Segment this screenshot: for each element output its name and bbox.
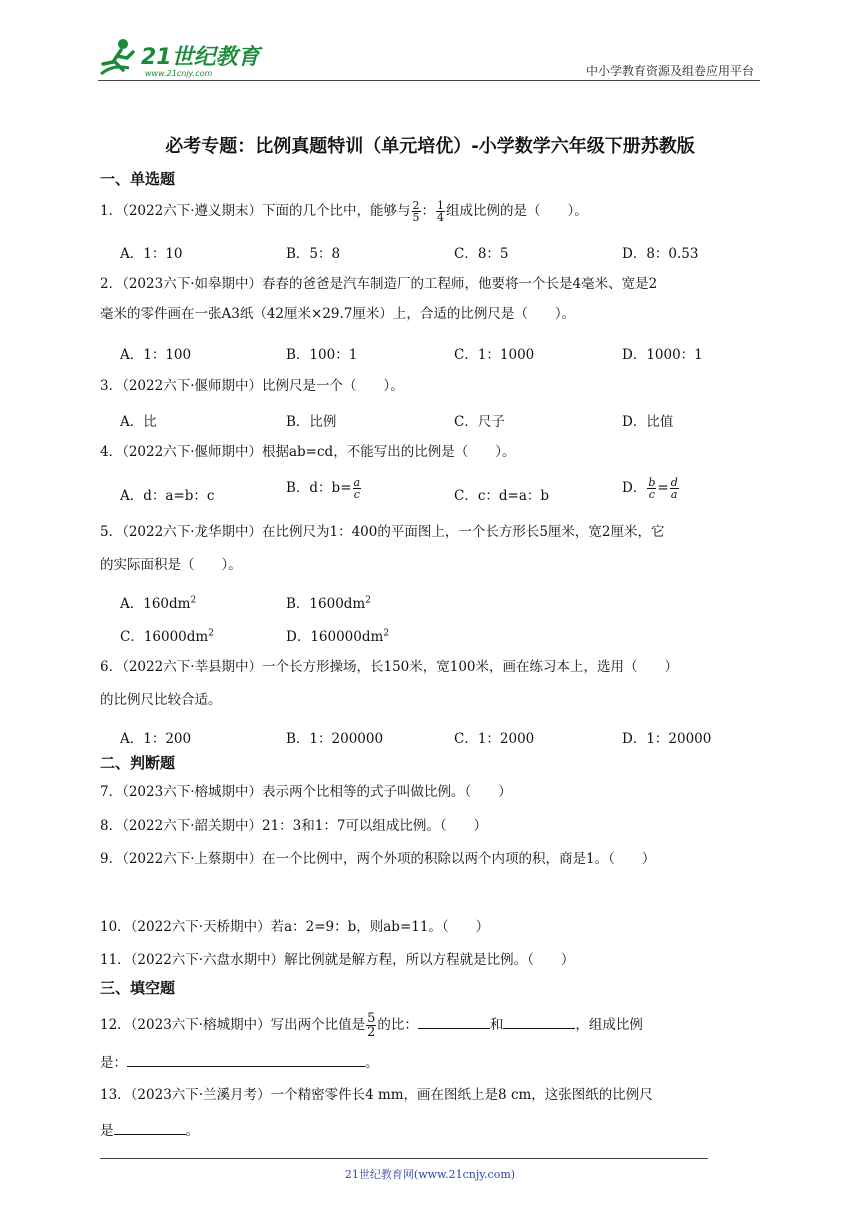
footer-link[interactable]: 21世纪教育网(www.21cnjy.com)	[344, 1168, 516, 1181]
q4-option-b: B．d：b= $\frac{a}{c}$	[286, 476, 361, 501]
q5-option-b: B．$1600dm^2$	[286, 595, 371, 612]
question-6: 6．（2022六下·莘县期中）一个长方形操场，长150米，宽100米，画在练习本上，选用（ ） 的比例尺比较合适。	[100, 659, 679, 708]
question-13-line2: 是 。	[100, 1120, 762, 1141]
section-heading-fill-blank: 三、填空题	[100, 979, 176, 997]
q4-option-a: A．d：a=b：c	[120, 488, 215, 504]
q6-option-d: D．1：20000	[622, 731, 712, 747]
q1-option-b: B．5：8	[286, 246, 341, 262]
q3-option-a: A．比	[120, 414, 157, 430]
q3-option-c: C．尺子	[454, 414, 505, 430]
question-11: 11．（2022六下·六盘水期中）解比例就是解方程，所以方程就是比例。（ ）	[100, 952, 575, 968]
section-heading-single-choice: 一、单选题	[100, 170, 176, 188]
q3-option-b: B．比例	[286, 414, 337, 430]
answer-blank[interactable]	[127, 1052, 365, 1067]
header-divider	[98, 80, 760, 81]
q4-option-d: D． $\frac{b}{c}$ = $\frac{d}{a}$	[622, 476, 678, 501]
q5-option-a: A．$160dm^2$	[120, 595, 197, 612]
question-3: 3．（2022六下·偃师期中）比例尺是一个（ ）。	[100, 378, 404, 394]
q5-option-d: D．$160000dm^2$	[286, 628, 390, 645]
platform-label: 中小学教育资源及组卷应用平台	[585, 64, 754, 78]
question-2: 2．（2023六下·如皋期中）春春的爸爸是汽车制造厂的工程师，他要将一个长是4毫米、宽是2 毫米的零件画在一张A3纸（42厘米×29.7厘米）上，合适的比例尺是（ ）。	[100, 276, 658, 322]
q3-option-d: D．比值	[622, 414, 674, 430]
q2-option-b: B．100：1	[286, 347, 358, 363]
question-8: 8．（2022六下·韶关期中）21：3和1：7可以组成比例。（ ）	[100, 818, 488, 834]
answer-blank[interactable]	[503, 1014, 575, 1029]
site-logo	[93, 34, 263, 82]
q1-option-c: C．8：5	[454, 246, 509, 262]
question-13: 13．（2023六下·兰溪月考）一个精密零件长4 mm，画在图纸上是8 cm，这张图纸的比例尺	[100, 1087, 653, 1103]
question-4: 4．（2022六下·偃师期中）根据ab=cd，不能写出的比例是（ ）。	[100, 444, 516, 460]
question-9: 9．（2022六下·上蔡期中）在一个比例中，两个外项的积除以两个内项的积，商是1。（ ）	[100, 851, 656, 867]
logo-url: www.21cnjy.com	[145, 69, 213, 78]
question-1: 1．（2022六下·遵义期末）下面的几个比中，能够与 $\frac{2}{5}$ ： $\frac{1}{4}$ 组成比例的是（ ）。	[100, 199, 588, 224]
fraction: $\frac{1}{4}$	[437, 199, 444, 224]
q2-option-a: A．1：100	[120, 347, 192, 363]
question-10: 10．（2022六下·天桥期中）若a：2=9：b，则ab=11。（ ）	[100, 919, 490, 935]
q2-option-c: C．1：1000	[454, 347, 535, 363]
q1-option-a: A．1：10	[120, 246, 183, 262]
q2-option-d: D．1000：1	[622, 347, 703, 363]
q6-option-b: B．1：200000	[286, 731, 384, 747]
question-12: 12．（2023六下·榕城期中）写出两个比值是 $\frac{5}{2}$ 的比： 和 ，组成比例	[100, 1011, 643, 1040]
q5-option-c: C．$16000dm^2$	[120, 628, 214, 645]
answer-blank[interactable]	[418, 1014, 490, 1029]
footer-divider	[100, 1158, 708, 1159]
q4-option-c: C．c：d=a：b	[454, 488, 550, 504]
q6-option-c: C．1：2000	[454, 731, 535, 747]
q1-option-d: D．8：0.53	[622, 246, 699, 262]
logo-text: 21世纪教育	[141, 45, 260, 70]
page-title: 必考专题：比例真题特训（单元培优）-小学数学六年级下册苏教版	[165, 136, 695, 157]
question-7: 7．（2023六下·榕城期中）表示两个比相等的式子叫做比例。（ ）	[100, 784, 512, 800]
fraction: $\frac{2}{5}$	[412, 199, 420, 224]
question-5: 5．（2022六下·龙华期中）在比例尺为1：400的平面图上，一个长方形长5厘米，宽2厘米，它 的实际面积是（ ）。	[100, 524, 665, 573]
section-heading-true-false: 二、判断题	[100, 754, 176, 772]
question-12-line2: 是： 。	[100, 1052, 762, 1073]
answer-blank[interactable]	[114, 1120, 186, 1135]
q6-option-a: A．1：200	[120, 731, 192, 747]
